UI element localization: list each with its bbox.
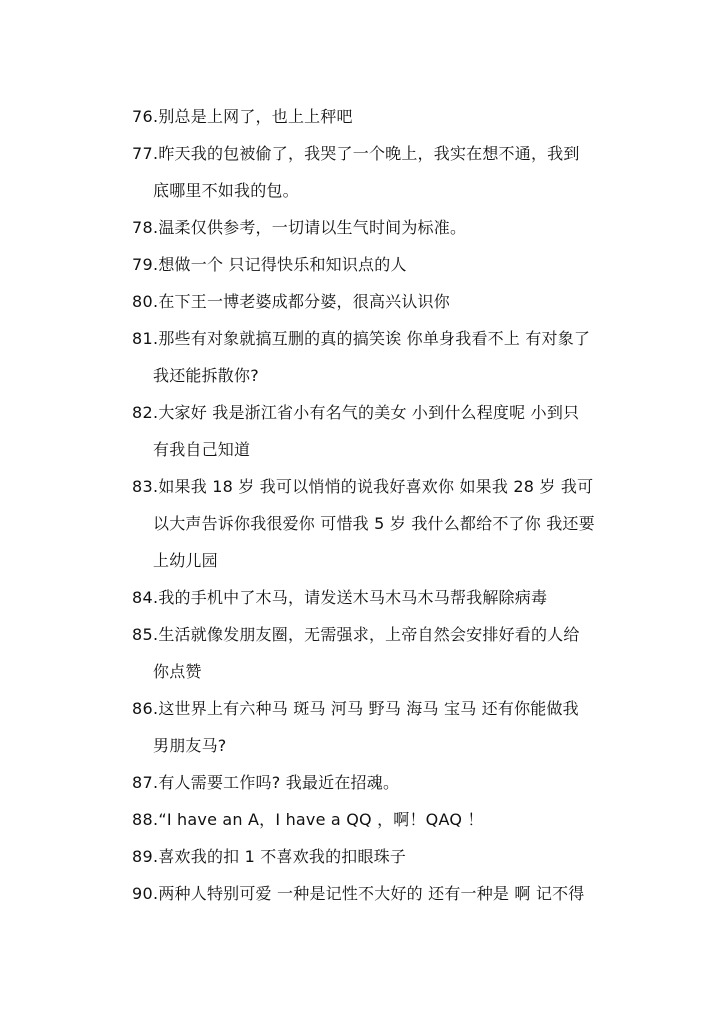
- list-item-number: 77.: [132, 144, 159, 163]
- list-item: [132, 619, 622, 693]
- list-item-text: 有我自己知道: [153, 440, 251, 459]
- list-item-number: 82.: [132, 403, 159, 422]
- list-item-number: 79.: [132, 255, 159, 274]
- list-item-number: 76.: [132, 107, 159, 126]
- list-item: [132, 101, 622, 138]
- list-item-text: 在下王一博老婆成都分婆，很高兴认识你: [158, 292, 450, 311]
- list-item-text: 昨天我的包被偷了，我哭了一个晚上，我实在想不通，我到: [158, 144, 580, 163]
- list-item: [132, 138, 622, 212]
- list-item-first-line: [132, 397, 622, 434]
- list-item-continuation-line: [132, 434, 622, 471]
- list-item: [132, 767, 622, 804]
- list-item-number: 90.: [132, 884, 159, 903]
- list-item-number: 89.: [132, 847, 159, 866]
- list-item-first-line: [132, 212, 622, 249]
- list-item-first-line: [132, 323, 622, 360]
- list-item: [132, 286, 622, 323]
- joke-list: [132, 101, 622, 915]
- list-item-first-line: [132, 619, 622, 656]
- list-item-first-line: [132, 878, 622, 915]
- list-item-text: 喜欢我的扣 1 不喜欢我的扣眼珠子: [158, 847, 407, 866]
- list-item-first-line: [132, 471, 622, 508]
- list-item-text: 有人需要工作吗? 我最近在招魂。: [158, 773, 400, 792]
- list-item-first-line: [132, 804, 622, 841]
- list-item-number: 78.: [132, 218, 159, 237]
- list-item-first-line: [132, 693, 622, 730]
- list-item-text: 那些有对象就搞互删的真的搞笑诶 你单身我看不上 有对象了: [158, 329, 591, 348]
- list-item: [132, 878, 622, 915]
- list-item-number: 84.: [132, 588, 159, 607]
- list-item-text: 生活就像发朋友圈，无需强求，上帝自然会安排好看的人给: [158, 625, 580, 644]
- list-item: [132, 804, 622, 841]
- list-item-continuation-line: [132, 730, 622, 767]
- list-item-first-line: [132, 841, 622, 878]
- list-item: [132, 693, 622, 767]
- list-item-continuation-line: [132, 175, 622, 212]
- list-item-text: 以大声告诉你我很爱你 可惜我 5 岁 我什么都给不了你 我还要: [153, 514, 595, 533]
- list-item-number: 80.: [132, 292, 159, 311]
- list-item-text: 底哪里不如我的包。: [153, 181, 299, 200]
- list-item-text: 别总是上网了，也上上秤吧: [158, 107, 353, 126]
- list-item-text: 如果我 18 岁 我可以悄悄的说我好喜欢你 如果我 28 岁 我可: [158, 477, 594, 496]
- list-item-first-line: [132, 249, 622, 286]
- list-item-continuation-line: [132, 360, 622, 397]
- list-item-first-line: [132, 582, 622, 619]
- list-item-number: 81.: [132, 329, 159, 348]
- list-item: [132, 841, 622, 878]
- list-item-text: 我还能拆散你?: [153, 366, 259, 385]
- list-item-number: 87.: [132, 773, 159, 792]
- list-item: [132, 471, 622, 582]
- list-item-continuation-line: [132, 656, 622, 693]
- list-item-text: 我的手机中了木马，请发送木马木马木马帮我解除病毒: [158, 588, 548, 607]
- list-item-text: 这世界上有六种马 斑马 河马 野马 海马 宝马 还有你能做我: [158, 699, 579, 718]
- list-item-number: 86.: [132, 699, 159, 718]
- list-item-text: 男朋友马?: [153, 736, 227, 755]
- list-item: [132, 212, 622, 249]
- list-item-first-line: [132, 767, 622, 804]
- list-item-continuation-line: [132, 508, 622, 545]
- list-item-continuation-line: [132, 545, 622, 582]
- list-item-text: 温柔仅供参考，一切请以生气时间为标准。: [158, 218, 467, 237]
- list-item-text: 大家好 我是浙江省小有名气的美女 小到什么程度呢 小到只: [158, 403, 580, 422]
- list-item-first-line: [132, 138, 622, 175]
- list-item: [132, 323, 622, 397]
- list-item-text: 你点赞: [153, 662, 202, 681]
- list-item-number: 88.: [132, 810, 159, 829]
- list-item-first-line: [132, 286, 622, 323]
- list-item: [132, 582, 622, 619]
- list-item-number: 83.: [132, 477, 159, 496]
- list-item-text: 两种人特别可爱 一种是记性不大好的 还有一种是 啊 记不得: [158, 884, 585, 903]
- list-item-text: “I have an A，I have a QQ ，啊！QAQ ！: [158, 810, 484, 829]
- list-item: [132, 249, 622, 286]
- list-item-text: 想做一个 只记得快乐和知识点的人: [158, 255, 407, 274]
- list-item-first-line: [132, 101, 622, 138]
- list-item-text: 上幼儿园: [153, 551, 218, 570]
- list-item: [132, 397, 622, 471]
- list-item-number: 85.: [132, 625, 159, 644]
